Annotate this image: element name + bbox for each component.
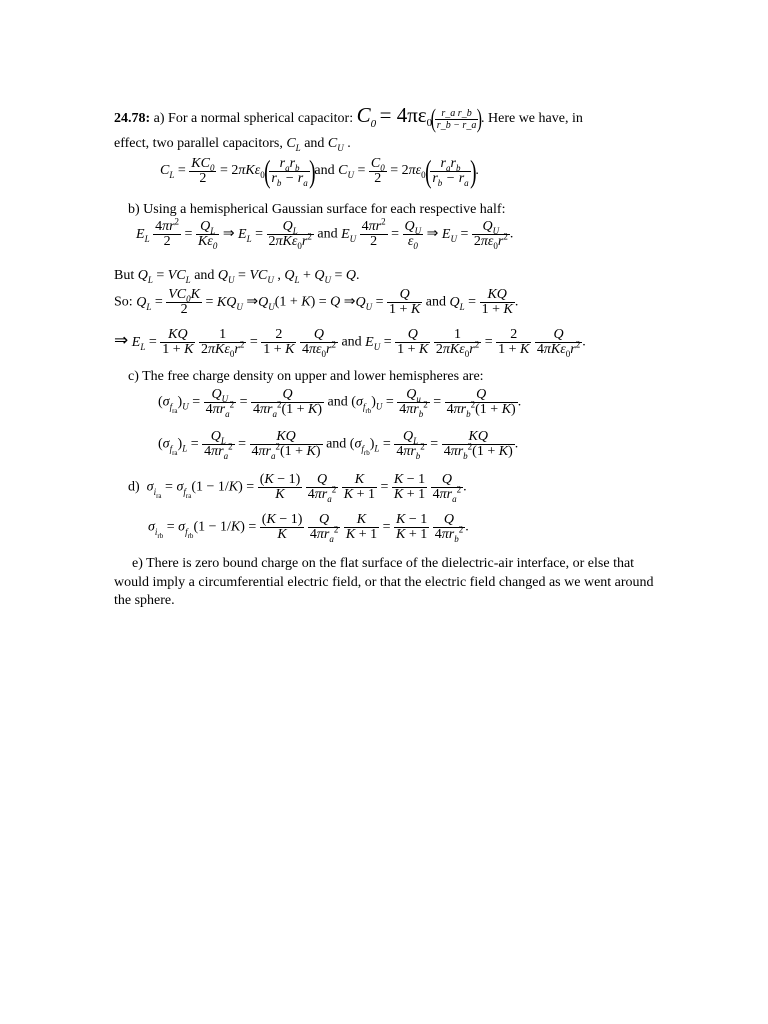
c0-frac-num: r_a r_b — [435, 108, 479, 120]
eq-fields: $E_L$ $\frac{4\pi r^2}{2}$ = $\frac{Q_L}{K\varepsilon_0}$ ⇒ $E_L$ = $Q_L$ $2\pi K\varepsilon_0r^2$ and $E_U$ $\frac{4\pi r^2}{2}$ = $\frac{Q_U}{\varepsilon_0}$ ⇒ $E_U$ = $\frac{Q_U}{2\pi\varepsilon_0r^2}$ . — [136, 216, 514, 251]
part-a-line-1: 24.78: a) For a normal spherical capacitor: $C_0 = 4\pi\varepsilon_0$( $\frac{\text{r\_a r\_b}}{r\_b - r\_a}$ ). Here we have, in — [114, 103, 583, 133]
period: . — [347, 136, 351, 151]
part-c-lower: $(\sigma_{f_{ra}})_L$ = $Q_L$ $4\pi r_a^2$ = KQ $4\pi r_a^2(1 + K)$ and $(\sigma_{f_{rb}})_L$ = $Q_L$ $4\pi r_b^2$ = KQ $4\pi r_b^2(1 + K)$ . — [158, 429, 519, 461]
c0-frac-den: r_b − r_a — [436, 119, 477, 131]
part-a-intro: a) For a normal spherical capacitor: — [153, 111, 354, 127]
part-e-paragraph — [114, 555, 654, 611]
part-d-line-2: $\sigma_{i_{rb}} = \sigma_{f_{rb}}(1 - 1/K)$ = $\frac{(K - 1)}{K}$ Q $4\pi r_a^2$ $\frac{K}{K + 1}$ = $\frac{K - 1}{K + 1}$ Q $4\pi r_b^2$ . — [148, 512, 469, 544]
part-a-tail: . Here we have, in — [481, 111, 583, 127]
part-d-label: d) — [128, 479, 140, 495]
part-a-line2-text: effect, two parallel capacitors, — [114, 136, 283, 151]
cu-symbol: $C_U$ — [327, 136, 344, 153]
part-a-line-2 — [114, 136, 351, 152]
problem-number: 24.78: — [114, 111, 151, 127]
result-line: ⇒ $E_L$ = $\frac{KQ}{1 + K}$ 1 $2\pi K\varepsilon_0r^2$ = $\frac{2}{1 + K}$ $\frac{Q}{4\pi\varepsilon_0r^2}$ and $E_U$ = $\frac{Q}{1 + K}$ 1 $2\pi K\varepsilon_0r^2$ = $\frac{2}{1 + K}$ Q $4\pi K\varepsilon_0r^2$ . — [114, 327, 586, 359]
c0-fraction — [435, 108, 479, 131]
part-c-intro: c) The free charge density on upper and lower hemispheres are: — [128, 369, 484, 384]
c0-symbol: $C_0$ — [356, 103, 377, 131]
and-word: and — [304, 136, 325, 151]
frac-kc0-2: $\frac{KC_0}{2}$ — [191, 155, 215, 186]
part-b-intro: b) Using a hemispherical Gaussian surface for each respective half: — [128, 202, 506, 217]
c0-equals: = 4πε — [379, 103, 427, 128]
but-line: But $Q_L = VC_L$ and $Q_U = VC_U$ , $Q_L + Q_U = Q$. — [114, 268, 360, 285]
so-line: So: $Q_L$ = $\frac{VC_0K}{2}$ = $KQ_U$ $\Rightarrow Q_U(1 + K) = Q$ $\Rightarrow Q_U$ = $\frac{Q}{1 + K}$ and $Q_L$ = $\frac{KQ}{1 + K}$ . — [114, 287, 519, 317]
part-e-text: e) There is zero bound charge on the flat surface of the dielectric-air interface, or else that would imply a circumferential electric field, or that the electric field changed as we went around the sphere. — [114, 556, 654, 608]
part-d-line-1: d) $\sigma_{i_{ra}} = \sigma_{f_{ra}}(1 - 1/K)$ = $\frac{(K - 1)}{K}$ Q $4\pi r_a^2$ $\frac{K}{K + 1}$ = $\frac{K - 1}{K + 1}$ Q $4\pi r_a^2$ . — [128, 472, 467, 504]
eq-capacitances: $C_L$ = $\frac{KC_0}{2}$ = 2πKε$_0$( $r_ar_b$ $r_b - r_a$ )and $C_U$ = $\frac{C_0}{2}$ = $2\pi\varepsilon_0$( $r_ar_b$ $r_b - r_a$ ). — [160, 153, 479, 189]
cl-symbol: $C_L$ — [286, 136, 301, 153]
part-c-upper: $(\sigma_{f_{ra}})_U$ = $Q_U$ $4\pi r_a^2$ = Q $4\pi r_a^2(1 + K)$ and $(\sigma_{f_{rb}})_U$ = $Q_u$ $4\pi r_b^2$ = Q $4\pi r_b^2(1 + K)$ . — [158, 387, 522, 419]
